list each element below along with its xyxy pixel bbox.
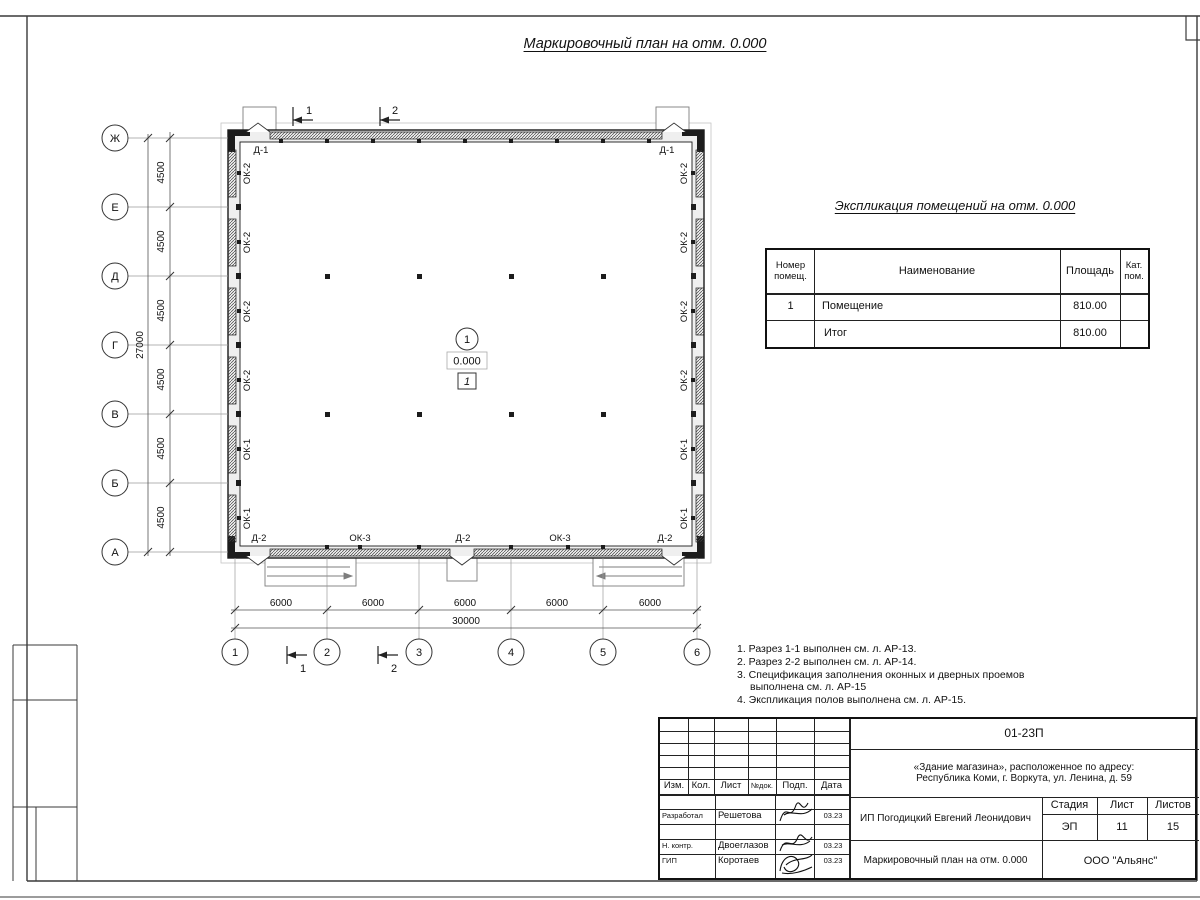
window-ribbon-bottom-left [270,549,450,556]
table-cell: Итог [824,327,847,340]
notes-list [737,643,1027,707]
tb-company: ООО "Альянс" [1083,854,1158,867]
dim-value: 6000 [269,598,293,609]
note-item: 4. Экспликация полов выполнена см. л. АР-15. [737,694,966,707]
tb-client: ИП Погодицкий Евгений Леонидович [860,812,1031,824]
tb-col-ndoc: №док. [751,781,773,791]
side-stamp [13,645,77,881]
window-label: ОК-2 [679,369,690,392]
note-item: 3. Спецификация заполнения оконных и дверных проемов выполнена см. л. АР-15 [737,668,1025,694]
col-header-area: Площадь [1066,265,1114,278]
window-label: ОК-2 [242,231,253,254]
table-cell [1120,320,1148,347]
dim-value: 6000 [545,598,569,609]
tb-role: ГИП [662,856,677,866]
door-label: Д-2 [251,533,267,544]
table-cell: 1 [787,300,794,313]
tb-name: Двоеглазов [718,840,769,852]
window-ribbon-top [270,132,662,139]
title-block [658,717,1197,880]
window-label: ОК-1 [679,507,690,530]
signature [774,849,816,879]
section-label: 1 [306,105,313,117]
dim-total: 27000 [135,331,146,359]
dim-value: 4500 [156,437,167,460]
axis-col-label: 2 [323,647,331,659]
table-cell: 810.00 [1073,300,1107,313]
tb-object-line2: Республика Коми, г. Воркута, ул. Ленина, д. 59 [916,773,1132,784]
window-label: ОК-2 [679,300,690,323]
window-label: ОК-2 [679,231,690,254]
axis-row-label: Б [111,478,119,490]
axis-row-label: Г [112,340,118,352]
tb-sheets-value: 15 [1166,820,1180,833]
explication-title: Экспликация помещений на отм. 0.000 [834,198,1076,213]
drawing-title: Маркировочный план на отм. 0.000 [523,36,767,52]
col-header-name: Наименование [898,265,976,278]
dim-value: 4500 [156,230,167,253]
tb-col-kol: Кол. [691,780,711,792]
signature [776,795,816,829]
tb-sheet-value: 11 [1116,820,1128,833]
axis-row-label: Ж [109,133,121,145]
table-cell [767,320,814,347]
tb-date: 03.23 [823,841,843,851]
tb-date: 03.23 [823,856,843,866]
section-label: 2 [391,663,398,675]
tb-name: Коротаев [718,855,760,867]
window-label: ОК-1 [242,507,253,530]
dim-value: 4500 [156,368,167,391]
tb-col-data: Дата [820,780,843,792]
section-label: 1 [300,663,307,675]
window-label: ОК-3 [349,533,371,544]
tb-col-list: Лист [720,780,742,792]
dim-value: 6000 [453,598,477,609]
section-label: 2 [392,105,399,117]
window-label: ОК-2 [679,162,690,185]
note-item: 2. Разрез 2-2 выполнен см. л. АР-14. [737,655,917,668]
tb-sheets-label: Листов [1155,799,1191,812]
tb-role: Н. контр. [662,841,693,851]
axis-col-label: 5 [599,647,607,659]
window-label: ОК-1 [679,438,690,461]
door-label: Д-2 [657,533,673,544]
axis-row-label: Е [111,202,119,214]
axis-col-label: 1 [231,647,239,659]
tb-col-podp: Подп. [782,780,808,792]
tb-col-izm: Изм. [663,780,685,792]
room-elevation: 0.000 [453,355,481,368]
dim-value: 4500 [156,161,167,184]
tb-object [849,749,1199,797]
explication-table [765,248,1150,349]
dim-total: 30000 [452,616,480,627]
tb-doc-code: 01-23П [1004,726,1044,741]
door-label: Д-1 [253,145,269,156]
dim-value: 6000 [361,598,385,609]
door-label: Д-2 [455,533,471,544]
col-header-num: Номер помещ. [774,259,807,282]
tb-stage-label: Стадия [1050,799,1089,812]
dim-value: 4500 [156,299,167,322]
window-label: ОК-2 [242,162,253,185]
tb-sheet-label: Лист [1110,799,1134,812]
window-label: ОК-2 [242,369,253,392]
axis-row-label: Д [111,271,119,283]
table-cell [1120,293,1148,320]
ramp-left [265,558,356,586]
axis-col-label: 6 [693,647,701,659]
window-label: ОК-3 [549,533,571,544]
room-number: 1 [463,334,471,346]
window-label: ОК-1 [242,438,253,461]
axis-col-label: 3 [415,647,423,659]
table-cell: 810.00 [1073,327,1107,340]
dim-value: 6000 [638,598,662,609]
tb-doc-title: Маркировочный план на отм. 0.000 [863,855,1028,867]
window-label: ОК-2 [242,300,253,323]
axis-row-label: В [111,409,119,421]
dim-value: 4500 [156,506,167,529]
col-header-cat: Кат. пом. [1124,259,1144,282]
room-floor-type: 1 [463,376,471,388]
axis-col-label: 4 [507,647,515,659]
tb-name: Решетова [718,810,762,822]
window-ribbon-bottom-right [474,549,662,556]
tb-date: 03.23 [823,811,843,821]
axis-row-label: А [111,547,119,559]
door-label: Д-1 [659,145,675,156]
tb-stage-value: ЭП [1061,820,1078,833]
table-cell: Помещение [822,300,884,313]
tb-object-line1: «Здание магазина», расположенное по адресу: [913,761,1135,773]
note-item: 1. Разрез 1-1 выполнен см. л. АР-13. [737,643,917,655]
tb-role: Разработал [662,811,703,821]
